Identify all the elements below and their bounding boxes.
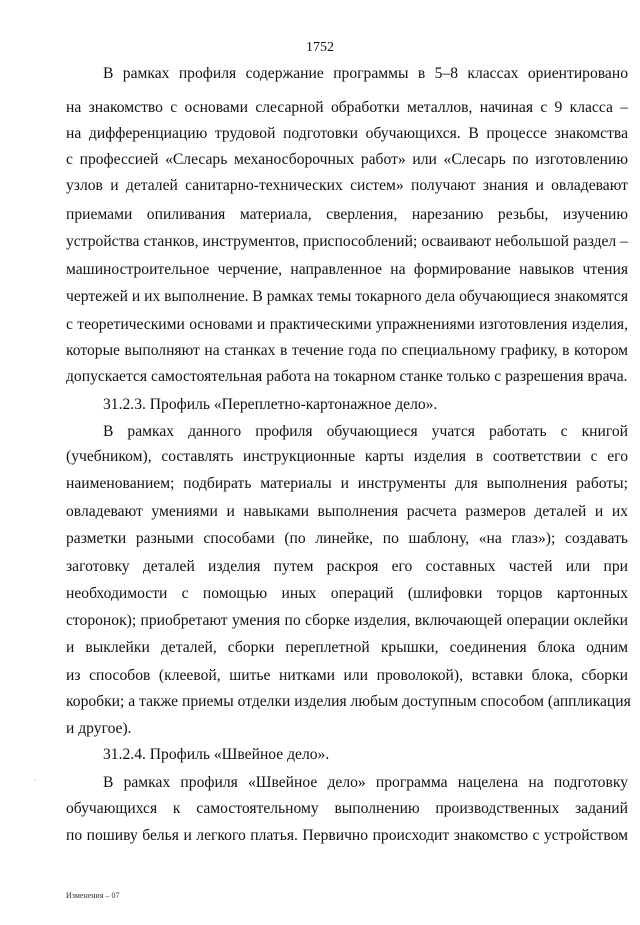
text-line: обучающихся к самостоятельному выполнению производственных заданий: [66, 800, 628, 817]
text-line: В рамках данного профиля обучающиеся учатся работать с книгой: [103, 423, 628, 440]
text-line: на знакомство с основами слесарной обработки металлов, начиная с 9 класса –: [66, 99, 628, 116]
page-number: 1752: [306, 40, 334, 55]
text-line: машиностроительное черчение, направленное на формирование навыков чтения: [66, 261, 628, 278]
text-line: узлов и деталей санитарно-технических систем» получают знания и овладевают: [66, 177, 628, 194]
text-line: В рамках профиля содержание программы в 5–8 классах ориентировано: [103, 65, 628, 82]
text-line: на дифференциацию трудовой подготовки обучающихся. В процессе знакомства: [66, 125, 628, 142]
text-line: (учебником), составлять инструкционные карты изделия в соответствии с его: [66, 448, 628, 465]
text-line: коробки; а также приемы отделки изделия любым доступным способом (аппликация: [66, 693, 631, 710]
margin-mark: ·: [34, 776, 37, 785]
text-line: необходимости с помощью иных операций (шлифовки торцов картонных: [66, 585, 628, 602]
text-line: которые выполняют на станках в течение года по специальному графику, в котором: [66, 342, 628, 359]
section-heading: 31.2.4. Профиль «Швейное дело».: [103, 746, 330, 763]
text-line: сторонок); приобретают умения по сборке изделия, включающей операции оклейки: [66, 612, 628, 629]
text-line: и другое).: [66, 720, 132, 737]
text-line: чертежей и их выполнение. В рамках темы токарного дела обучающиеся знакомятся: [66, 288, 628, 305]
text-line: заготовку деталей изделия путем раскроя его составных частей или при: [66, 558, 628, 575]
footer-note: Изменения – 07: [66, 891, 120, 900]
text-line: В рамках профиля «Швейное дело» программа нацелена на подготовку: [103, 774, 628, 791]
text-line: с профессией «Слесарь механосборочных работ» или «Слесарь по изготовлению: [66, 151, 628, 168]
text-line: из способов (клеевой, шитье нитками или проволокой), вставки блока, сборки: [66, 667, 628, 684]
section-heading: 31.2.3. Профиль «Переплетно-картонажное дело».: [103, 396, 438, 413]
text-line: и выклейки деталей, сборки переплетной крышки, соединения блока одним: [66, 639, 628, 656]
text-line: разметки разными способами (по линейке, по шаблону, «на глаз»); создавать: [66, 530, 628, 547]
text-line: с теоретическими основами и практическими упражнениями изготовления изделия,: [66, 316, 628, 333]
text-line: приемами опиливания материала, сверления, нарезанию резьбы, изучению: [66, 206, 628, 223]
text-line: по пошиву белья и легкого платья. Первично происходит знакомство с устройством: [66, 827, 628, 844]
text-line: наименованием; подбирать материалы и инструменты для выполнения работы;: [66, 475, 628, 492]
text-line: устройства станков, инструментов, приспособлений; осваивают небольшой раздел –: [66, 233, 628, 250]
text-line: овладевают умениями и навыками выполнения расчета размеров деталей и их: [66, 503, 628, 520]
text-line: допускается самостоятельная работа на токарном станке только с разрешения врача.: [66, 368, 628, 385]
